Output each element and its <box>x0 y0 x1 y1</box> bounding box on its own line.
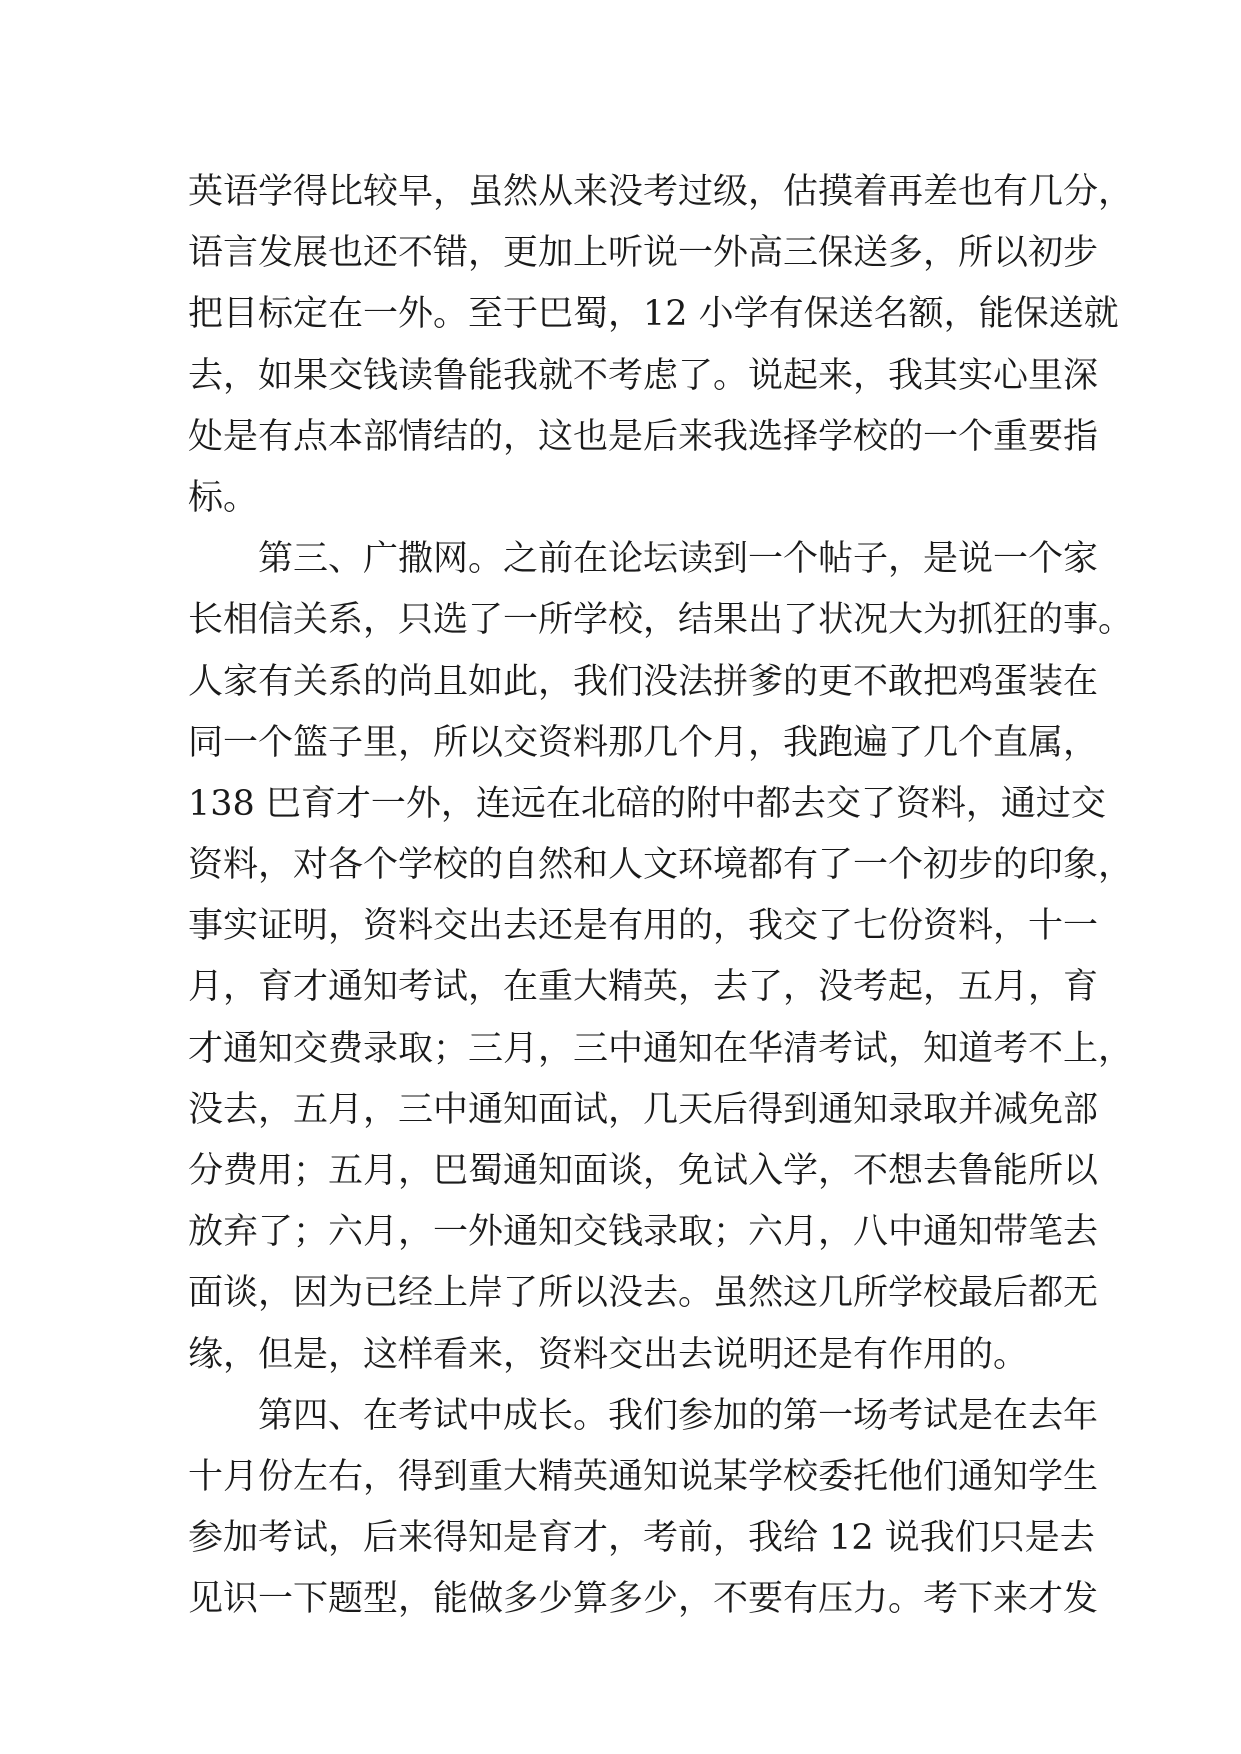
text-line: 资料，对各个学校的自然和人文环境都有了一个初步的印象， <box>188 845 1134 886</box>
body-text <box>188 162 1134 1631</box>
paragraph-start-line: 第三、广撒网。之前在论坛读到一个帖子，是说一个家 <box>258 539 1099 580</box>
text-line: 英语学得比较早，虽然从来没考过级，估摸着再差也有几分， <box>188 172 1134 212</box>
text-line: 十月份左右，得到重大精英通知说某学校委托他们通知学生 <box>188 1456 1099 1497</box>
text-line: 缘，但是，这样看来，资料交出去说明还是有作用的。 <box>188 1334 1029 1375</box>
text-line: 138 巴育才一外，连远在北碚的附中都去交了资料，通过交 <box>188 783 1106 824</box>
text-line: 见识一下题型，能做多少算多少，不要有压力。考下来才发 <box>188 1579 1099 1620</box>
text-line: 月，育才通知考试，在重大精英，去了，没考起，五月，育 <box>188 967 1099 1008</box>
text-line: 标。 <box>188 477 259 518</box>
text-line: 面谈，因为已经上岸了所以没去。虽然这几所学校最后都无 <box>188 1273 1099 1314</box>
text-line: 同一个篮子里，所以交资料那几个月，我跑遍了几个直属， <box>188 722 1099 763</box>
text-line: 长相信关系，只选了一所学校，结果出了状况大为抓狂的事。 <box>188 600 1134 641</box>
text-line: 把目标定在一外。至于巴蜀，12 小学有保送名额，能保送就 <box>188 294 1119 335</box>
text-line: 处是有点本部情结的，这也是后来我选择学校的一个重要指 <box>188 416 1099 457</box>
text-line: 没去，五月，三中通知面试，几天后得到通知录取并减免部 <box>188 1089 1099 1130</box>
text-line: 才通知交费录取；三月，三中通知在华清考试，知道考不上， <box>188 1028 1134 1069</box>
text-line: 去，如果交钱读鲁能我就不考虑了。说起来，我其实心里深 <box>188 355 1099 396</box>
text-line: 参加考试，后来得知是育才，考前，我给 12 说我们只是去 <box>188 1518 1095 1559</box>
text-line: 语言发展也还不错，更加上听说一外高三保送多，所以初步 <box>188 233 1099 274</box>
text-line: 人家有关系的尚且如此，我们没法拼爹的更不敢把鸡蛋装在 <box>188 661 1099 702</box>
text-line: 事实证明，资料交出去还是有用的，我交了七份资料，十一 <box>188 906 1099 947</box>
text-line: 放弃了；六月，一外通知交钱录取；六月，八中通知带笔去 <box>188 1212 1099 1253</box>
paragraph-start-line: 第四、在考试中成长。我们参加的第一场考试是在去年 <box>258 1395 1099 1436</box>
text-line: 分费用；五月，巴蜀通知面谈，免试入学，不想去鲁能所以 <box>188 1151 1099 1191</box>
